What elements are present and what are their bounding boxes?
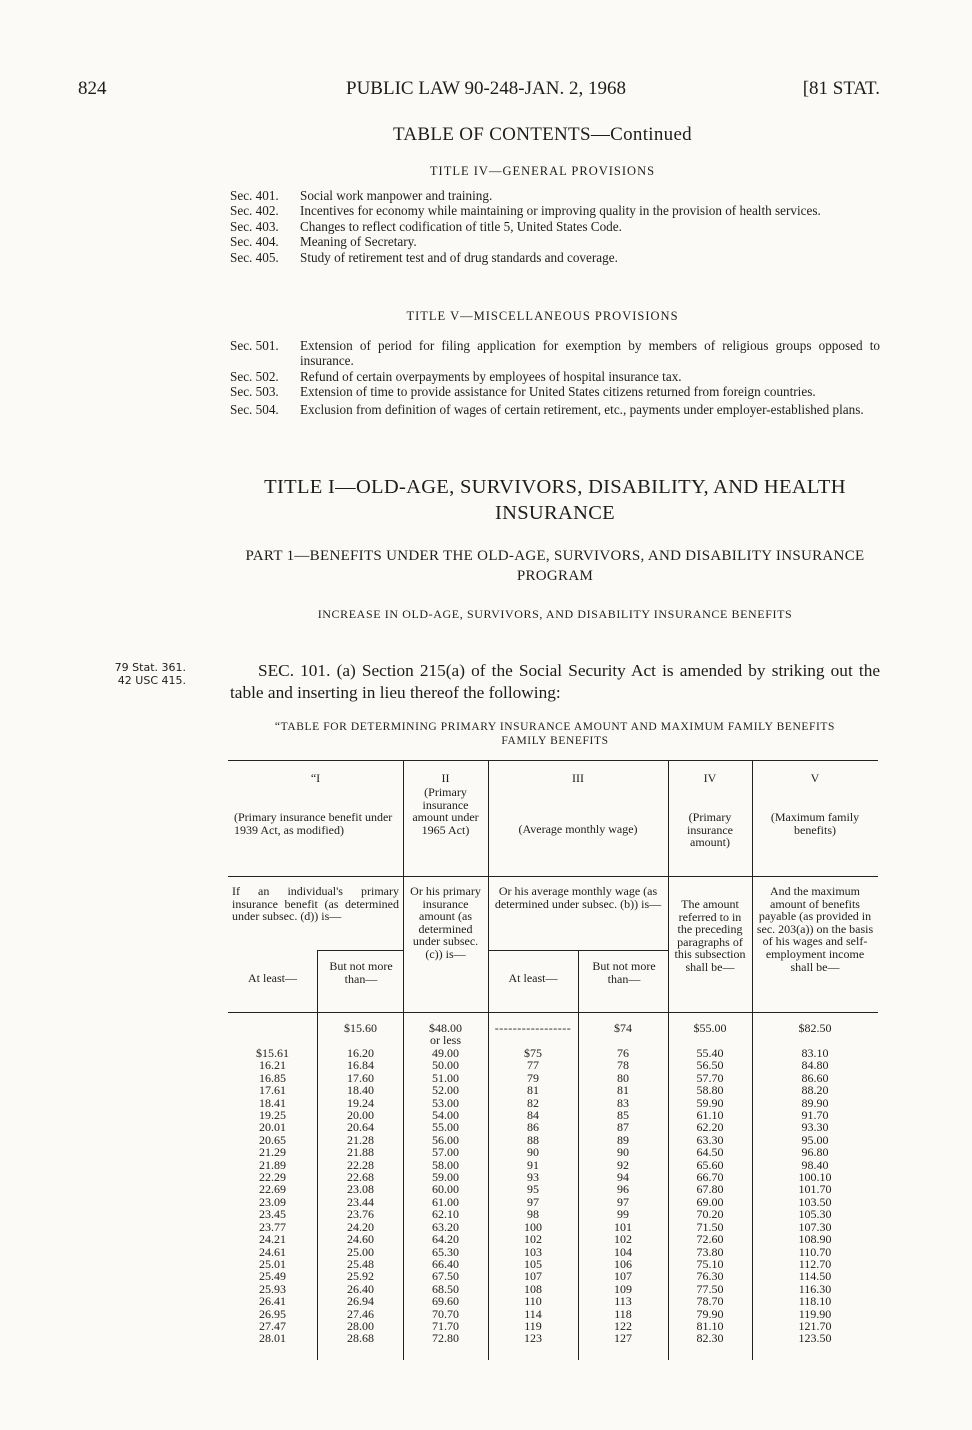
table-cell-ii: 57.00 [432, 1145, 459, 1160]
table-cell-i-max: 25.48 [347, 1256, 374, 1271]
column-ii [403, 1047, 488, 1345]
section-heading: INCREASE IN OLD-AGE, SURVIVORS, AND DISABILITY INSURANCE BENEFITS [317, 607, 793, 621]
table-cell-i-max: 24.20 [347, 1219, 374, 1234]
table-cell-i-min: 17.61 [259, 1083, 286, 1098]
table-cell-v: 118.10 [798, 1294, 832, 1309]
table-cell-i-max: 20.64 [347, 1120, 374, 1135]
table-cell-v: 100.10 [798, 1170, 832, 1185]
table-cell-v: 84.80 [801, 1058, 829, 1073]
table-cell-ii: 50.00 [432, 1058, 459, 1073]
statute-citation: [81 STAT. [802, 78, 880, 99]
col-text-ii: Or his primary insurance amount (as determined under subsec. (c)) is— [410, 884, 481, 961]
table-cell-i-max: 28.68 [347, 1331, 374, 1346]
table-cell-iv: 64.50 [696, 1145, 724, 1160]
table-cell-iii-max: 90 [617, 1145, 629, 1160]
table-cell-iii-max: 87 [617, 1120, 629, 1135]
table-cell-iv: 69.00 [696, 1194, 724, 1209]
table-cell-iv: 62.20 [696, 1120, 724, 1135]
toc-item: Sec. 503. Extension of time to provide assistance for United States citizens returned from foreign countries. [230, 384, 816, 400]
table-cell-i-max: 16.20 [347, 1046, 374, 1060]
table-cell-iii-min: 86 [527, 1120, 539, 1135]
table-cell-ii: 55.00 [432, 1120, 459, 1135]
table-cell-ii: 56.00 [432, 1132, 459, 1147]
table-cell-iv: 59.90 [696, 1095, 724, 1110]
column-iv [668, 1047, 752, 1345]
table-cell-iii-min: 100 [524, 1219, 542, 1234]
part-1-heading: PART 1—BENEFITS UNDER THE OLD-AGE, SURVIVORS, AND DISABILITY INSURANCE PROGRAM [245, 548, 865, 584]
table-cell-v: 88.20 [801, 1083, 829, 1098]
col-numeral-iii: III [572, 771, 584, 785]
table-cell-iv: 65.60 [696, 1157, 724, 1172]
table-cell-i-min: 24.61 [259, 1244, 286, 1259]
table-cell-v: 116.30 [798, 1281, 832, 1296]
table-cell-i-min: 27.47 [259, 1318, 286, 1333]
toc-item: Sec. 502. Refund of certain overpayments by employees of hospital insurance tax. [230, 368, 682, 384]
toc-item: Sec. 504. Exclusion from definition of wages of certain retirement, etc., payments under employer-established plans. [230, 401, 864, 417]
table-cell-iii-min: 84 [527, 1108, 539, 1123]
table-cell-i-min: 20.01 [259, 1120, 286, 1135]
col-text-v: And the maximum amount of benefits payable (as provided in sec. 203(a)) on the basis of his wages and self-employment income shall be— [756, 884, 874, 974]
col-numeral-iv: IV [703, 771, 717, 785]
table-cell-ii: 63.20 [432, 1219, 459, 1234]
table-cell-i-min: 25.01 [259, 1256, 286, 1271]
table-cell-iv: 67.80 [696, 1182, 724, 1197]
toc-item: Sec. 402. Incentives for economy while maintaining or improving quality in the provision of health services. [230, 203, 821, 219]
table-cell-iv: 55.40 [696, 1046, 724, 1060]
table-cell-iii-min: 88 [527, 1132, 539, 1147]
table-cell-v: 96.80 [801, 1145, 829, 1160]
first-row-ii-note: or less [430, 1033, 461, 1047]
subhead-iii-at-least: At least— [508, 971, 558, 985]
table-cell-v: 105.30 [798, 1207, 832, 1222]
table-cell-i-max: 26.94 [347, 1294, 374, 1309]
table-cell-iii-min: 119 [524, 1318, 542, 1333]
table-cell-iv: 79.90 [696, 1306, 724, 1321]
table-cell-i-max: 25.00 [347, 1244, 374, 1259]
title-i-heading: TITLE I—OLD-AGE, SURVIVORS, DISABILITY, AND HEALTH INSURANCE [264, 476, 846, 524]
table-cell-iii-max: 113 [614, 1294, 632, 1309]
table-cell-i-min: 19.25 [259, 1108, 286, 1123]
table-cell-i-min: 16.85 [259, 1070, 286, 1085]
table-cell-iii-max: 92 [617, 1157, 629, 1172]
table-cell-iv: 56.50 [696, 1058, 724, 1073]
table-cell-iii-min: 90 [527, 1145, 539, 1160]
table-cell-i-min: 23.09 [259, 1194, 286, 1209]
table-cell-v: 93.30 [801, 1120, 829, 1135]
table-cell-iii-min: 93 [527, 1170, 539, 1185]
table-cell-iii-min: 91 [527, 1157, 539, 1172]
table-cell-ii: 59.00 [432, 1170, 459, 1185]
table-cell-ii: 67.50 [432, 1269, 459, 1284]
column-v [752, 1047, 878, 1345]
table-cell-v: 103.50 [798, 1194, 832, 1209]
column-iii-not-more [578, 1047, 668, 1345]
table-cell-v: 110.70 [798, 1244, 832, 1259]
table-cell-i-max: 22.68 [347, 1170, 374, 1185]
table-cell-iii-min: 95 [527, 1182, 539, 1197]
table-top-rule [228, 760, 878, 761]
table-cell-i-min: 20.65 [259, 1132, 286, 1147]
col-numeral-v: V [810, 771, 820, 785]
page-number: 824 [78, 78, 107, 99]
table-cell-i-min: 18.41 [259, 1095, 286, 1110]
column-i-not-more [318, 1047, 403, 1345]
column-iii-at-least [488, 1047, 578, 1345]
table-cell-iv: 77.50 [696, 1281, 724, 1296]
title-iv-heading: TITLE IV—GENERAL PROVISIONS [429, 164, 656, 178]
table-cell-i-min: 25.49 [259, 1269, 286, 1284]
table-cell-iv: 61.10 [696, 1108, 724, 1123]
table-cell-v: 101.70 [798, 1182, 832, 1197]
col-desc-iv: (Primary insurance amount) [687, 810, 733, 850]
table-cell-v: 83.10 [801, 1046, 829, 1060]
table-cell-iii-min: 97 [527, 1194, 539, 1209]
table-cell-i-max: 18.40 [347, 1083, 374, 1098]
table-cell-i-max: 23.44 [347, 1194, 374, 1209]
table-cell-iv: 58.80 [696, 1083, 724, 1098]
table-cell-i-min: $15.61 [256, 1046, 289, 1060]
table-cell-iv: 72.60 [696, 1232, 724, 1247]
table-cell-iv: 66.70 [696, 1170, 724, 1185]
table-cell-ii: 54.00 [432, 1108, 459, 1123]
table-rule [228, 1012, 878, 1013]
table-cell-i-max: 23.76 [347, 1207, 374, 1222]
table-cell-i-max: 23.08 [347, 1182, 374, 1197]
table-cell-iii-max: 101 [614, 1219, 632, 1234]
table-cell-iii-min: 102 [524, 1232, 542, 1247]
table-cell-iv: 76.30 [696, 1269, 724, 1284]
table-cell-iii-max: 96 [617, 1182, 629, 1197]
table-cell-iii-max: 107 [614, 1269, 632, 1284]
col-desc-v: (Maximum family benefits) [770, 810, 860, 837]
table-cell-ii: 62.10 [432, 1207, 459, 1222]
table-cell-iii-max: 99 [617, 1207, 629, 1222]
table-cell-ii: 51.00 [432, 1070, 459, 1085]
subhead-i-not-more: But not more than— [329, 959, 393, 986]
table-cell-iii-min: 114 [524, 1306, 542, 1321]
table-cell-iii-min: 81 [527, 1083, 539, 1098]
table-cell-iii-max: 83 [617, 1095, 629, 1110]
table-cell-v: 98.40 [801, 1157, 829, 1172]
table-cell-v: 86.60 [801, 1070, 829, 1085]
table-cell-i-max: 21.88 [347, 1145, 374, 1160]
table-cell-iii-max: 127 [614, 1331, 632, 1346]
table-cell-iii-max: 80 [617, 1070, 629, 1085]
table-cell-iii-min: 105 [524, 1256, 542, 1271]
table-cell-v: 91.70 [801, 1108, 829, 1123]
margin-note: 79 Stat. 361. 42 USC 415. [114, 661, 186, 687]
table-cell-i-min: 28.01 [259, 1331, 286, 1346]
table-cell-ii: 49.00 [432, 1046, 459, 1060]
table-cell-v: 107.30 [798, 1219, 832, 1234]
table-cell-ii: 68.50 [432, 1281, 459, 1296]
table-cell-i-max: 19.24 [347, 1095, 374, 1110]
table-cell-ii: 58.00 [432, 1157, 459, 1172]
table-cell-v: 123.50 [798, 1331, 832, 1346]
col-desc-iii: (Average monthly wage) [518, 822, 638, 836]
table-cell-v: 112.70 [798, 1256, 832, 1271]
table-cell-ii: 72.80 [432, 1331, 459, 1346]
first-row-iv: $55.00 [693, 1021, 727, 1035]
table-cell-iv: 82.30 [696, 1331, 724, 1346]
col-desc-ii: (Primary insurance amount under 1965 Act) [412, 785, 479, 837]
table-cell-iv: 75.10 [696, 1256, 724, 1271]
col-text-iii: Or his average monthly wage (as determined under subsec. (b)) is— [494, 884, 662, 911]
table-cell-ii: 64.20 [432, 1232, 459, 1247]
table-cell-iv: 57.70 [696, 1070, 724, 1085]
table-cell-i-max: 26.40 [347, 1281, 374, 1296]
table-caption: “TABLE FOR DETERMINING PRIMARY INSURANCE AMOUNT AND MAXIMUM FAMILY BENEFITS FAMILY BENEFITS [274, 721, 836, 747]
table-cell-i-min: 24.21 [259, 1232, 286, 1247]
table-cell-v: 89.90 [801, 1095, 829, 1110]
table-cell-ii: 53.00 [432, 1095, 459, 1110]
table-cell-iii-max: 78 [617, 1058, 629, 1073]
table-cell-i-max: 16.84 [347, 1058, 374, 1073]
table-cell-iii-max: 81 [617, 1083, 629, 1098]
col-numeral-ii: II [441, 771, 450, 785]
table-cell-ii: 69.60 [432, 1294, 459, 1309]
table-cell-iii-min: 79 [527, 1070, 539, 1085]
table-cell-iv: 73.80 [696, 1244, 724, 1259]
table-cell-ii: 61.00 [432, 1194, 459, 1209]
table-cell-i-min: 22.69 [259, 1182, 286, 1197]
toc-item: Sec. 501. Extension of period for filing application for exemption by members of religious groups opposed to insurance. [230, 338, 880, 369]
table-cell-ii: 70.70 [432, 1306, 459, 1321]
table-cell-v: 108.90 [798, 1232, 832, 1247]
table-cell-iii-max: 118 [614, 1306, 632, 1321]
table-cell-ii: 66.40 [432, 1256, 459, 1271]
table-rule [228, 876, 878, 877]
table-cell-i-max: 21.28 [347, 1132, 374, 1147]
table-cell-i-min: 16.21 [259, 1058, 286, 1073]
table-cell-iv: 70.20 [696, 1207, 724, 1222]
table-cell-iii-min: 103 [524, 1244, 542, 1259]
table-cell-i-max: 27.46 [347, 1306, 374, 1321]
toc-item: Sec. 401. Social work manpower and training. [230, 188, 493, 203]
col-text-i: If an individual's primary insurance benefit (as determined under subsec. (d)) is— [232, 884, 399, 924]
table-cell-iii-min: 98 [527, 1207, 539, 1222]
table-cell-i-max: 20.00 [347, 1108, 374, 1123]
section-body: (a) Section 215(a) of the Social Security Act is amended by striking out the table and inserting in lieu thereof the following: [230, 661, 881, 702]
table-cell-iii-max: 104 [614, 1244, 632, 1259]
first-row-iii-dashes: ----------------- [494, 1022, 572, 1035]
table-cell-iii-max: 97 [617, 1194, 629, 1209]
table-cell-iii-min: 108 [524, 1281, 542, 1296]
table-cell-iv: 78.70 [696, 1294, 724, 1309]
table-cell-iii-min: 110 [524, 1294, 542, 1309]
subhead-i-at-least: At least— [248, 971, 297, 985]
table-cell-v: 119.90 [798, 1306, 832, 1321]
table-cell-iv: 71.50 [696, 1219, 724, 1234]
col-text-iv: The amount referred to in the preceding paragraphs of this subsection shall be— [674, 897, 746, 974]
table-cell-i-min: 25.93 [259, 1281, 286, 1296]
toc-item: Sec. 404. Meaning of Secretary. [230, 234, 417, 250]
table-cell-i-min: 23.45 [259, 1207, 286, 1222]
table-cell-i-max: 25.92 [347, 1269, 374, 1284]
toc-item: Sec. 405. Study of retirement test and of drug standards and coverage. [230, 249, 618, 265]
table-cell-v: 114.50 [798, 1269, 832, 1284]
table-cell-ii: 71.70 [432, 1318, 459, 1333]
table-cell-v: 121.70 [798, 1318, 832, 1333]
table-cell-iv: 81.10 [696, 1318, 724, 1333]
table-cell-v: 95.00 [801, 1132, 829, 1147]
table-cell-iii-min: 107 [524, 1269, 542, 1284]
table-cell-iii-min: 77 [527, 1058, 539, 1073]
header-title: PUBLIC LAW 90-248-JAN. 2, 1968 [346, 78, 626, 99]
table-cell-iii-max: 76 [617, 1046, 629, 1060]
table-cell-iii-min: $75 [524, 1046, 542, 1060]
first-row-iii-max: $74 [614, 1021, 632, 1035]
table-cell-i-max: 24.60 [347, 1232, 374, 1247]
table-cell-i-max: 28.00 [347, 1318, 374, 1333]
table-cell-iii-min: 123 [524, 1331, 542, 1346]
first-row-i-max: $15.60 [344, 1021, 377, 1035]
toc-title: TABLE OF CONTENTS—Continued [393, 124, 692, 145]
table-cell-iii-max: 122 [614, 1318, 632, 1333]
table-rule [318, 950, 403, 951]
table-cell-i-min: 22.29 [259, 1170, 286, 1185]
table-cell-ii: 60.00 [432, 1182, 459, 1197]
toc-item: Sec. 403. Changes to reflect codification of title 5, United States Code. [230, 218, 622, 234]
table-cell-ii: 52.00 [432, 1083, 459, 1098]
first-row-v: $82.50 [798, 1021, 832, 1035]
table-cell-i-max: 17.60 [347, 1070, 374, 1085]
section-label: SEC. 101. [258, 661, 331, 680]
table-cell-i-min: 26.41 [259, 1294, 286, 1309]
table-cell-iii-min: 82 [527, 1095, 539, 1110]
table-cell-i-max: 22.28 [347, 1157, 374, 1172]
subhead-iii-not-more: But not more than— [592, 959, 656, 986]
table-cell-ii: 65.30 [432, 1244, 459, 1259]
table-cell-i-min: 26.95 [259, 1306, 286, 1321]
table-cell-iii-max: 102 [614, 1232, 632, 1247]
col-numeral-i: “I [310, 771, 321, 785]
table-cell-iii-max: 89 [617, 1132, 629, 1147]
col-desc-i: (Primary insurance benefit under 1939 Act, as modified) [234, 810, 393, 837]
table-cell-i-min: 21.89 [259, 1157, 286, 1172]
table-cell-iii-max: 85 [617, 1108, 629, 1123]
column-i-at-least [228, 1047, 317, 1345]
table-cell-i-min: 23.77 [259, 1219, 286, 1234]
table-cell-iv: 63.30 [696, 1132, 724, 1147]
table-cell-i-min: 21.29 [259, 1145, 286, 1160]
table-cell-iii-max: 94 [617, 1170, 629, 1185]
title-v-heading: TITLE V—MISCELLANEOUS PROVISIONS [406, 309, 679, 323]
table-cell-iii-max: 109 [614, 1281, 632, 1296]
table-cell-iii-max: 106 [614, 1256, 632, 1271]
first-row-ii: $48.00 [429, 1021, 462, 1035]
